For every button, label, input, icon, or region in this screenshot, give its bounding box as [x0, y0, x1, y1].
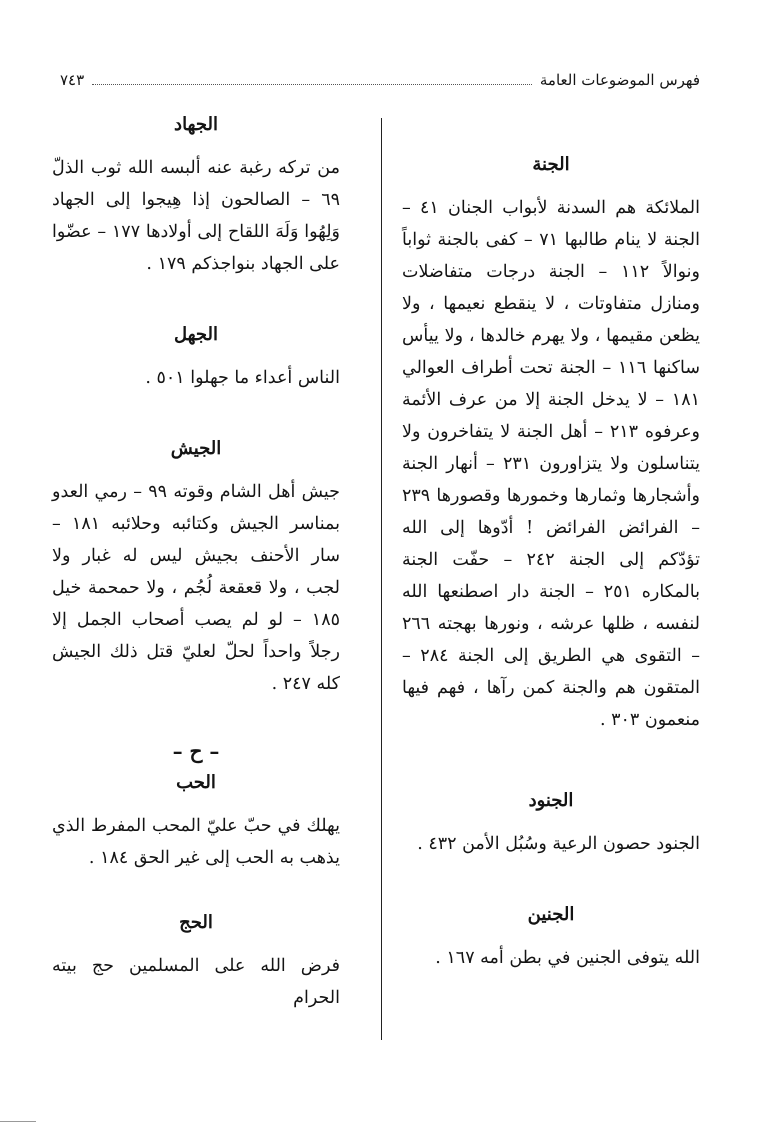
section-janna [402, 150, 700, 736]
running-header [60, 66, 700, 94]
header-title: فهرس الموضوعات العامة [539, 71, 700, 89]
header-dot-leader [92, 84, 532, 85]
section-text: الجنود حصون الرعية وسُبُل الأمن ٤٣٢ . [417, 834, 700, 854]
section-text: الملائكة هم السدنة لأبواب الجنان ٤١ – الجنة لا ينام طالبها ٧١ – كفى بالجنة ثواباً ونوالاً ١١٢ – الجنة درجات متفاضلات ومنازل متفاوتات ، لا ينقطع نعيمها ، ولا يظعن مقيمها ، ولا يهرم خالدها ، ولا ييأس ساكنها ١١٦ – الجنة تحت أطراف العوالي ١٨١ – لا يدخل الجنة إلا من عرف الأئمة وعرفوه ٢١٣ – أهل الجنة لا يتفاخرون ولا يتناسلون ولا يتزاورون ٢٣١ – أنهار الجنة وأشجارها وثمارها وخمورها وقصورها ٢٣٩ – الفرائض الفرائض ! أدّوها إلى الله تؤدّكم إلى الجنة ٢٤٢ – حفّت الجنة بالمكاره ٢٥١ – الجنة دار اصطنعها الله لنفسه ، ظلها عرشه ، ونورها بهجته ٢٦٦ – التقوى هي الطريق إلى الجنة ٢٨٤ – المتقون هم والجنة كمن رآها ، فهم فيها منعمون ٣٠٣ . [402, 198, 700, 730]
section-text: الله يتوفى الجنين في بطن أمه ١٦٧ . [435, 948, 700, 968]
section-hubb [52, 768, 340, 874]
section-junud [402, 786, 700, 860]
right-column [402, 150, 700, 974]
section-jihad [52, 110, 340, 280]
section-heading: الجهل [173, 324, 219, 345]
section-text: من تركه رغبة عنه ألبسه الله ثوب الذلّ ٦٩ – الصالحون إذا هِيجوا إلى الجهاد وَلِهُوا وَلَهَ اللقاح إلى أولادها ١٧٧ – عضّوا على الجهاد بنواجذكم ١٧٩ . [52, 158, 340, 274]
section-jahl [52, 320, 340, 394]
section-heading: الجنة [532, 154, 570, 175]
letter-divider: – ح – [172, 739, 220, 763]
section-text: يهلك في حبّ عليّ المحب المفرط الذي يذهب به الحب إلى غير الحق ١٨٤ . [52, 816, 340, 868]
left-column [52, 110, 340, 1014]
section-text: جيش أهل الشام وقوته ٩٩ – رمي العدو بمناسر الجيش وكتائبه وحلائبه ١٨١ – سار الأحنف بجيش ليس له غبار ولا لجب ، ولا قعقعة لُجُم ، ولا حمحمة خيل ١٨٥ – لو لم يصب أصحاب الجمل إلا رجلاً واحداً لحلّ لعليّ قتل ذلك الجيش كله ٢٤٧ . [52, 482, 341, 694]
section-janin [402, 900, 700, 974]
section-heading: الجنود [528, 790, 574, 811]
section-jaysh [52, 434, 340, 700]
section-text: الناس أعداء ما جهلوا ٥٠١ . [145, 368, 340, 388]
section-heading: الحج [179, 912, 213, 933]
footer-rule [0, 1121, 36, 1122]
section-text: فرض الله على المسلمين حج بيته الحرام [52, 956, 340, 1008]
section-heading: الجنين [527, 904, 575, 925]
section-hajj [52, 908, 340, 1014]
page-number: ٧٤٣ [60, 71, 85, 89]
section-heading: الجيش [170, 438, 222, 459]
column-divider [381, 118, 382, 1040]
section-heading: الحب [176, 772, 216, 793]
section-heading: الجهاد [174, 114, 218, 135]
